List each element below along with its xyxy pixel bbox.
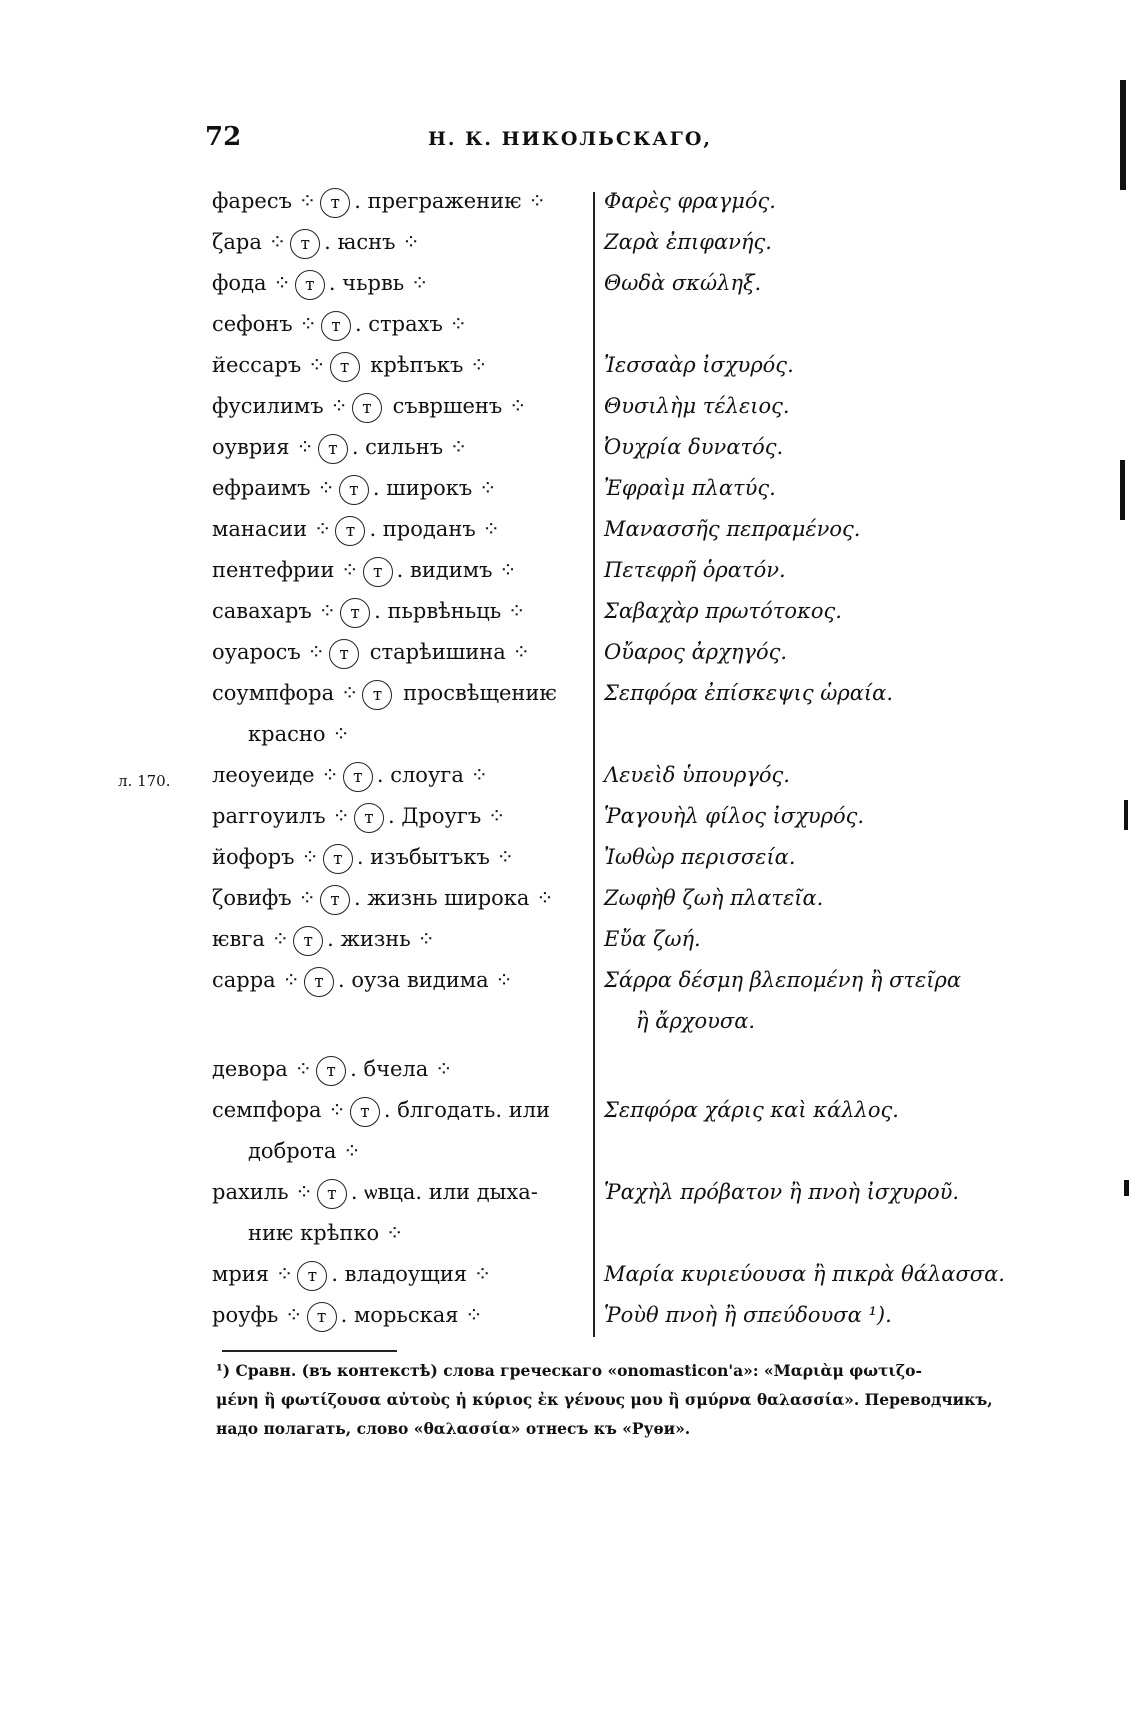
separator: ⁘ — [298, 886, 316, 910]
greek-entry: Ζωφὴθ ζωὴ πλατεῖα. — [604, 886, 824, 910]
entry-name: йессаръ — [212, 353, 302, 377]
circled-t-mark: т — [304, 967, 334, 997]
separator: ⁘ — [275, 1262, 294, 1286]
circled-t-mark: т — [321, 311, 351, 341]
entry-row — [0, 1052, 1140, 1092]
circled-t-mark: т — [318, 434, 348, 464]
separator: ⁘ — [307, 353, 326, 377]
separator: ⁘ — [496, 845, 515, 869]
entry-row — [0, 225, 1140, 265]
entry-gloss: крѣпъкъ — [363, 353, 464, 377]
entry-row — [0, 840, 1140, 880]
greek-entry: Ῥοὺθ πνοὴ ἢ σπεύδουσα ¹). — [604, 1303, 892, 1327]
separator: ⁘ — [332, 722, 350, 746]
separator: ⁘ — [478, 476, 497, 500]
entry-row — [0, 389, 1140, 429]
greek-entry: Πετεφρῆ ὁρατόν. — [604, 558, 786, 582]
circled-t-mark: т — [320, 885, 350, 915]
slavonic-entry — [212, 512, 500, 546]
separator: ⁘ — [299, 312, 317, 336]
entry-row — [0, 184, 1140, 224]
footnote — [216, 1356, 993, 1443]
slavonic-entry — [212, 389, 527, 423]
entry-gloss: . Дроугъ — [387, 804, 482, 828]
entry-row — [0, 553, 1140, 593]
slavonic-entry — [212, 471, 497, 505]
entry-row — [0, 676, 1140, 716]
slavonic-continuation — [248, 717, 350, 751]
entry-name: фаресъ — [212, 189, 292, 213]
footnote-line: ¹) Сравн. (въ контекстѣ) слова греческаго «onomasticon'а»: «Μαριὰμ φωτιζο- — [216, 1361, 922, 1380]
separator: ⁘ — [473, 1262, 492, 1286]
separator: ⁘ — [470, 353, 488, 377]
entry-gloss: . чьрвь — [328, 271, 405, 295]
scan-edge-mark — [1124, 1180, 1129, 1196]
scan-edge-mark — [1120, 80, 1126, 190]
entry-row — [0, 881, 1140, 921]
continuation-text: доброта — [248, 1139, 337, 1163]
footnote-line: надо полагать, слово «θαλασσία» отнесъ къ «Руѳи». — [216, 1419, 691, 1438]
separator: ⁘ — [495, 968, 513, 992]
entry-name: мрия — [212, 1262, 270, 1286]
greek-entry: Μανασσῆς πεπραμένος. — [604, 517, 861, 541]
entry-gloss: . оуза видима — [337, 968, 489, 992]
circled-t-mark: т — [290, 229, 320, 259]
separator: ⁘ — [385, 1221, 404, 1245]
entry-gloss: . видимъ — [396, 558, 493, 582]
separator: ⁘ — [321, 763, 339, 787]
circled-t-mark: т — [320, 188, 350, 218]
slavonic-entry — [212, 307, 467, 341]
greek-entry: Ἐφραὶμ πλατύς. — [604, 476, 776, 500]
greek-entry: Εὔα ζωή. — [604, 927, 701, 951]
separator: ⁘ — [298, 189, 317, 213]
slavonic-entry — [212, 1052, 453, 1086]
separator: ⁘ — [465, 1303, 483, 1327]
entry-row — [0, 1093, 1140, 1133]
circled-t-mark: т — [350, 1097, 380, 1127]
greek-entry: Θωδὰ σκώληξ. — [604, 271, 762, 295]
entry-name: ζовифъ — [212, 886, 292, 910]
separator: ⁘ — [402, 230, 420, 254]
entry-name: рахиль — [212, 1180, 289, 1204]
separator: ⁘ — [417, 927, 436, 951]
circled-t-mark: т — [363, 557, 393, 587]
slavonic-entry — [212, 840, 514, 874]
separator: ⁘ — [285, 1303, 303, 1327]
slavonic-entry — [212, 184, 546, 218]
separator: ⁘ — [296, 435, 314, 459]
greek-continuation: ἢ ἄρχουσα. — [636, 1009, 756, 1033]
footnote-line: μένη ἢ φωτίζουσα αὐτοὺς ἡ κύριος ἐκ γένους μου ἢ σμύρνα θαλασσία». Переводчикъ, — [216, 1390, 993, 1409]
margin-folio-note: л. 170. — [118, 772, 171, 790]
separator: ⁘ — [449, 312, 468, 336]
entry-row — [0, 471, 1140, 511]
entry-row — [0, 348, 1140, 388]
entry-gloss: . блгодать. или — [383, 1098, 551, 1122]
slavonic-entry — [212, 1093, 550, 1127]
entry-row — [0, 266, 1140, 306]
entry-row — [0, 799, 1140, 839]
entry-gloss: съвршенъ — [385, 394, 503, 418]
separator: ⁘ — [318, 599, 337, 623]
running-head: Н. К. НИКОЛЬСКАГО, — [427, 128, 713, 150]
continuation-text: красно — [248, 722, 326, 746]
entry-name: ζара — [212, 230, 262, 254]
circled-t-mark: т — [340, 598, 370, 628]
separator: ⁘ — [332, 804, 350, 828]
greek-entry: Σαβαχὰρ πρωτότοκος. — [604, 599, 842, 623]
greek-entry: Σάρρα δέσμη βλεπομένη ἢ στεῖρα — [604, 968, 962, 992]
separator: ⁘ — [271, 927, 290, 951]
entry-gloss: . владоущия — [331, 1262, 468, 1286]
greek-entry: Λευεὶδ ὑπουργός. — [604, 763, 790, 787]
circled-t-mark: т — [323, 844, 353, 874]
entry-continuation — [0, 1216, 1140, 1256]
separator: ⁘ — [507, 599, 526, 623]
circled-t-mark: т — [354, 803, 384, 833]
slavonic-entry — [212, 266, 429, 300]
separator: ⁘ — [508, 394, 527, 418]
slavonic-continuation — [248, 1134, 361, 1168]
separator: ⁘ — [313, 517, 332, 541]
scan-edge-mark — [1124, 800, 1128, 830]
slavonic-entry — [212, 635, 530, 669]
entry-name: леоуеиде — [212, 763, 315, 787]
greek-entry: Ῥαχὴλ πρόβατον ἢ πνοὴ ἰσχυροῦ. — [604, 1180, 960, 1204]
separator: ⁘ — [536, 886, 554, 910]
circled-t-mark: т — [335, 516, 365, 546]
slavonic-entry — [212, 922, 435, 956]
separator: ⁘ — [328, 1098, 346, 1122]
entry-name: фусилимъ — [212, 394, 324, 418]
entry-gloss: . пьрвѣньць — [374, 599, 502, 623]
separator: ⁘ — [273, 271, 291, 295]
separator: ⁘ — [301, 845, 319, 869]
greek-entry: Θυσιλὴμ τέλειος. — [604, 394, 790, 418]
separator: ⁘ — [470, 763, 489, 787]
greek-entry: Σεπφόρα χάρις καὶ κάλλος. — [604, 1098, 899, 1122]
entry-row — [0, 512, 1140, 552]
separator: ⁘ — [268, 230, 287, 254]
circled-t-mark: т — [295, 270, 325, 300]
entry-row — [0, 430, 1140, 470]
separator: ⁘ — [482, 517, 500, 541]
entry-name: соумпфора — [212, 681, 335, 705]
entry-gloss: . ѡвца. или дыха- — [350, 1180, 538, 1204]
slavonic-entry — [212, 1298, 483, 1332]
circled-t-mark: т — [297, 1261, 327, 1291]
separator: ⁘ — [487, 804, 506, 828]
entry-gloss: . ꙗснъ — [324, 230, 396, 254]
slavonic-continuation — [248, 1216, 403, 1250]
slavonic-entry — [212, 799, 506, 833]
circled-t-mark: т — [339, 475, 369, 505]
slavonic-entry — [212, 1257, 491, 1291]
separator: ⁘ — [330, 394, 348, 418]
slavonic-entry — [212, 430, 467, 464]
separator: ⁘ — [295, 1180, 313, 1204]
entry-continuation — [0, 1004, 1140, 1044]
entry-row — [0, 758, 1140, 798]
entry-name: роуфь — [212, 1303, 279, 1327]
entry-gloss: . широкъ — [372, 476, 473, 500]
slavonic-entry — [212, 963, 513, 997]
entry-name: девора — [212, 1057, 288, 1081]
entry-row — [0, 594, 1140, 634]
entry-gloss: . прегражениѥ — [354, 189, 522, 213]
entry-continuation — [0, 1134, 1140, 1174]
greek-entry: Μαρία κυριεύουσα ἢ πικρὰ θάλασσα. — [604, 1262, 1005, 1286]
entry-continuation — [0, 717, 1140, 757]
entry-gloss: . бчела — [350, 1057, 429, 1081]
entry-row — [0, 1175, 1140, 1215]
separator: ⁘ — [340, 681, 359, 705]
separator: ⁘ — [434, 1057, 453, 1081]
slavonic-entry — [212, 348, 488, 382]
entry-name: сефонъ — [212, 312, 293, 336]
entry-row — [0, 635, 1140, 675]
greek-entry: Ῥαγουὴλ φίλος ἰσχυρός. — [604, 804, 865, 828]
separator: ⁘ — [282, 968, 300, 992]
entry-name: фода — [212, 271, 267, 295]
greek-entry: Σεπφόρα ἐπίσκεψις ὡραία. — [604, 681, 894, 705]
separator: ⁘ — [499, 558, 517, 582]
scan-edge-mark — [1120, 460, 1125, 520]
entry-name: оуврия — [212, 435, 290, 459]
slavonic-entry — [212, 881, 554, 915]
entry-name: савахаръ — [212, 599, 312, 623]
entry-gloss: . страхъ — [354, 312, 443, 336]
separator: ⁘ — [410, 271, 429, 295]
entry-name: семпфора — [212, 1098, 322, 1122]
slavonic-entry — [212, 758, 488, 792]
entry-gloss: старѣишина — [363, 640, 506, 664]
slavonic-entry — [212, 1175, 538, 1209]
circled-t-mark: т — [352, 393, 382, 423]
entry-gloss: . проданъ — [369, 517, 476, 541]
circled-t-mark: т — [362, 680, 392, 710]
greek-entry: Ζαρὰ ἐπιφανής. — [604, 230, 772, 254]
circled-t-mark: т — [330, 352, 360, 382]
entry-name: сарра — [212, 968, 276, 992]
entry-name: ефраимъ — [212, 476, 311, 500]
entry-row — [0, 307, 1140, 347]
entry-row — [0, 922, 1140, 962]
slavonic-entry — [212, 594, 525, 628]
circled-t-mark: т — [329, 639, 359, 669]
circled-t-mark: т — [317, 1179, 347, 1209]
entry-gloss: . жизнь широка — [353, 886, 530, 910]
greek-entry: Ἰωθὼρ περισσεία. — [604, 845, 796, 869]
separator: ⁘ — [341, 558, 359, 582]
entry-gloss: . изъбытъкъ — [356, 845, 490, 869]
circled-t-mark: т — [307, 1302, 337, 1332]
entry-gloss: просвѣщениѥ — [396, 681, 557, 705]
entry-row — [0, 1298, 1140, 1338]
entry-name: ѥвга — [212, 927, 265, 951]
entry-gloss: . слоуга — [376, 763, 464, 787]
circled-t-mark: т — [293, 926, 323, 956]
entry-name: манасии — [212, 517, 308, 541]
greek-entry: Ὀυχρία δυνατός. — [604, 435, 784, 459]
separator: ⁘ — [343, 1139, 361, 1163]
slavonic-entry — [212, 225, 420, 259]
slavonic-entry — [212, 676, 557, 710]
separator: ⁘ — [307, 640, 326, 664]
separator: ⁘ — [449, 435, 468, 459]
greek-entry: Φαρὲς φραγμός. — [604, 189, 776, 213]
entry-row — [0, 963, 1140, 1003]
entry-gloss: . жизнь — [327, 927, 411, 951]
separator: ⁘ — [512, 640, 531, 664]
circled-t-mark: т — [343, 762, 373, 792]
slavonic-entry — [212, 553, 517, 587]
entry-name: йофоръ — [212, 845, 295, 869]
page-number: 72 — [205, 122, 242, 152]
continuation-text: ниѥ крѣпко — [248, 1221, 380, 1245]
entry-name: раггоуилъ — [212, 804, 326, 828]
entry-name: пентефрии — [212, 558, 335, 582]
separator: ⁘ — [528, 189, 546, 213]
greek-entry: Ἰεσσαὰρ ἰσχυρός. — [604, 353, 794, 377]
greek-entry: Οὔαρος ἀρχηγός. — [604, 640, 788, 664]
entry-name: оуаросъ — [212, 640, 301, 664]
footnote-rule — [222, 1350, 397, 1352]
separator: ⁘ — [317, 476, 335, 500]
entry-gloss: . сильнъ — [351, 435, 444, 459]
entry-row — [0, 1257, 1140, 1297]
entry-gloss: . морьская — [340, 1303, 459, 1327]
circled-t-mark: т — [316, 1056, 346, 1086]
separator: ⁘ — [294, 1057, 313, 1081]
